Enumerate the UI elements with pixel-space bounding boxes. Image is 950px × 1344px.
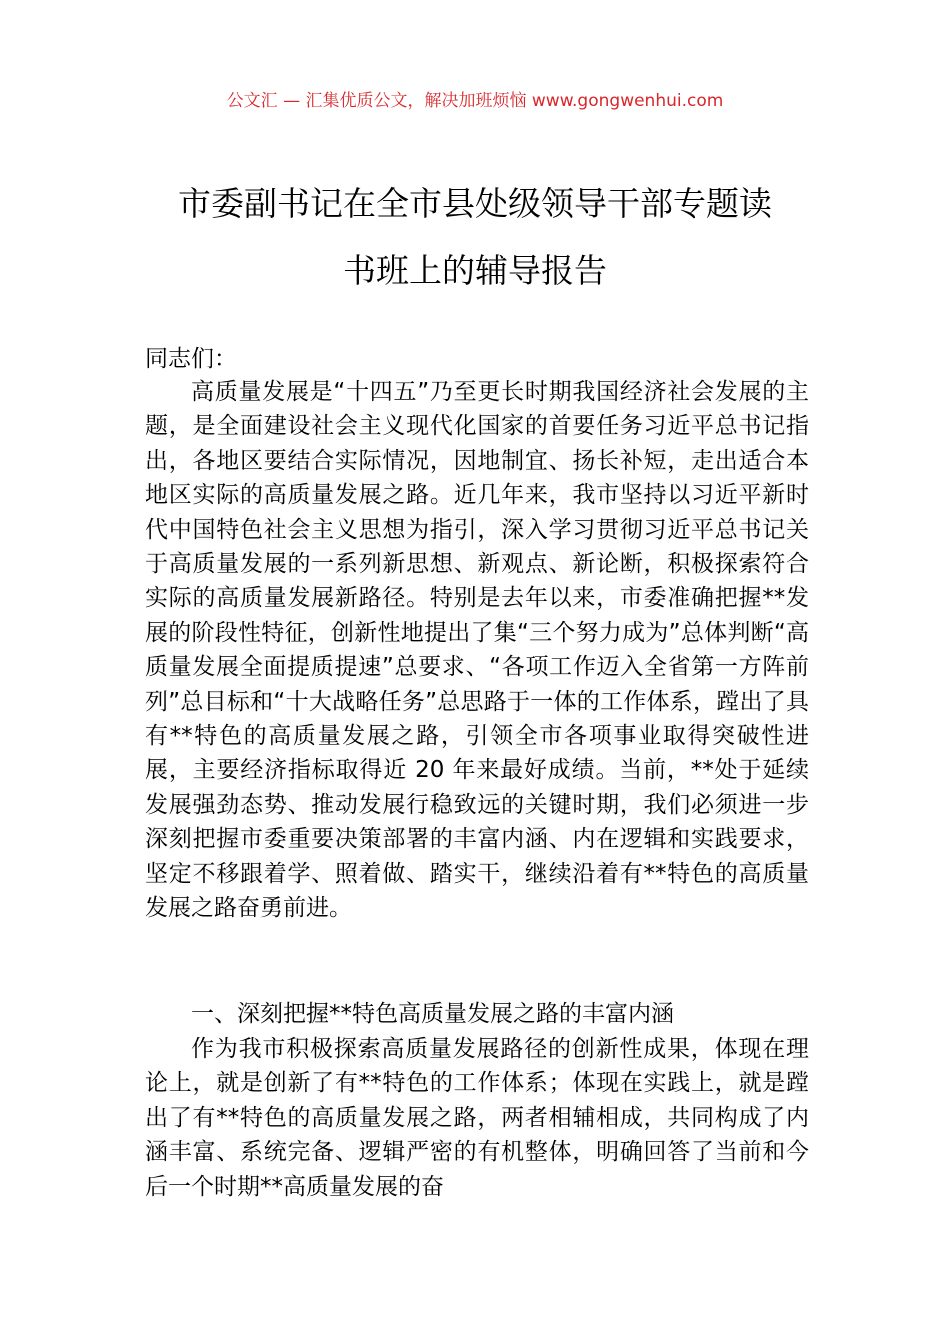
document-title-line2: 书班上的辅导报告 [343,251,607,290]
site-header-watermark: 公文汇 — 汇集优质公文，解决加班烦恼 www.gongwenhui.com [226,91,724,111]
paragraph-2: 作为我市积极探索高质量发展路径的创新性成果，体现在理论上，就是创新了有**特色的工作体系；体现在实践上，就是蹚出了有**特色的高质量发展之路，两者相辅相成，共同构成了内涵丰富、系统完备、逻辑严密的有机整体，明确回答了当前和今后一个时期**高质量发展的奋 [145,1036,809,1200]
section-heading-1: 一、深刻把握**特色高质量发展之路的丰富内涵 [191,1001,674,1027]
paragraph-1: 高质量发展是“十四五”乃至更长时期我国经济社会发展的主题，是全面建设社会主义现代化国家的首要任务习近平总书记指出，各地区要结合实际情况，因地制宜、扬长补短，走出适合本地区实际的高质量发展之路。近几年来，我市坚持以习近平新时代中国特色社会主义思想为指引，深入学习贯彻习近平总书记关于高质量发展的一系列新思想、新观点、新论断，积极探索符合实际的高质量发展新路径。特别是去年以来，市委准确把握**发展的阶段性特征，创新性地提出了集“三个努力成为”总体判断“高质量发展全面提质提速”总要求、“各项工作迈入全省第一方阵前列”总目标和“十大战略任务”总思路于一体的工作体系，蹚出了具有**特色的高质量发展之路，引领全市各项事业取得突破性进展，主要经济指标取得近 20 年来最好成绩。当前，**处于延续发展强劲态势、推动发展行稳致远的关键时期，我们必须进一步深刻把握市委重要决策部署的丰富内涵、内在逻辑和实践要求，坚定不移跟着学、照着做、踏实干，继续沿着有**特色的高质量发展之路奋勇前进。 [145,379,809,922]
document-title-line1: 市委副书记在全市县处级领导干部专题读 [178,184,772,223]
salutation: 同志们： [145,346,237,372]
